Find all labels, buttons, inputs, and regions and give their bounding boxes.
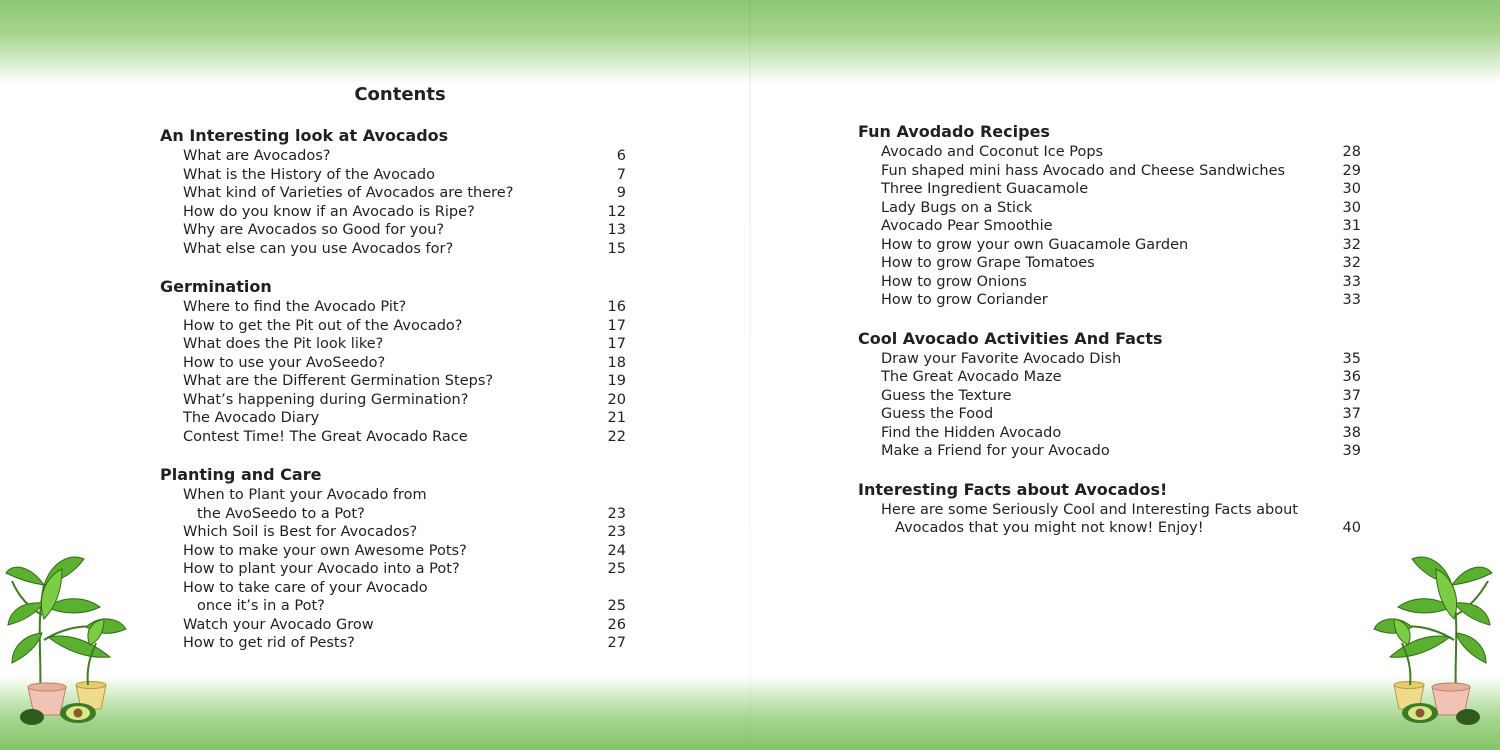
- toc-section-an-interesting-look-at-avocados: [160, 125, 626, 258]
- toc-page-number: 19: [607, 373, 626, 389]
- toc-entry[interactable]: [160, 486, 626, 523]
- toc-page-number: 6: [616, 148, 626, 164]
- toc-entry-title: Find the Hidden Avocado: [881, 424, 1062, 441]
- section-heading: Planting and Care: [160, 465, 322, 484]
- toc-entry[interactable]: [858, 199, 1361, 218]
- toc-section-cool-avocado-activities-and-facts: [858, 328, 1361, 461]
- toc-page-number: 24: [607, 542, 626, 559]
- toc-entry[interactable]: [160, 579, 626, 616]
- toc-entry[interactable]: [858, 162, 1361, 181]
- toc-entry-title: How to grow Coriander: [881, 292, 1048, 308]
- toc-page-number: 23: [607, 524, 626, 540]
- toc-entry-title-continued: once it’s in a Pot?: [197, 598, 325, 614]
- toc-entry[interactable]: [160, 391, 626, 410]
- toc-page-number: 37: [1342, 387, 1361, 404]
- page-spine: [749, 0, 751, 750]
- toc-entry[interactable]: [160, 372, 626, 391]
- toc-entry-title: Draw your Favorite Avocado Dish: [881, 350, 1122, 367]
- toc-entry-title: Watch your Avocado Grow: [183, 616, 374, 633]
- toc-entry-title: What does the Pit look like?: [183, 336, 384, 352]
- toc-entry-title: Avocado and Coconut Ice Pops: [881, 144, 1104, 160]
- toc-page-number: 37: [1342, 406, 1361, 422]
- toc-entry-title: When to Plant your Avocado from: [183, 487, 427, 503]
- toc-page-number: 32: [1342, 236, 1361, 253]
- toc-entry-title: Guess the Food: [881, 406, 994, 422]
- toc-entry-title: How to get rid of Pests?: [183, 635, 355, 651]
- toc-page-number: 18: [607, 354, 626, 371]
- toc-page-number: 35: [1342, 350, 1361, 367]
- section-heading: Cool Avocado Activities And Facts: [858, 328, 1163, 348]
- toc-entry-title: Where to find the Avocado Pit?: [183, 299, 407, 315]
- toc-section-interesting-facts-about-avocados: [858, 479, 1361, 538]
- toc-page-number: 25: [607, 598, 626, 614]
- toc-entry-title: Make a Friend for your Avocado: [881, 443, 1110, 459]
- toc-entry-title: How do you know if an Avocado is Ripe?: [183, 203, 475, 220]
- avocado-plant-icon: [1368, 545, 1500, 725]
- toc-section-planting-and-care: [160, 464, 626, 653]
- section-heading: Interesting Facts about Avocados!: [858, 479, 1168, 499]
- toc-page-number: 25: [607, 561, 626, 577]
- toc-entry[interactable]: [160, 354, 626, 373]
- toc-page-number: 26: [607, 616, 626, 633]
- right-page-toc: [858, 121, 1361, 556]
- toc-entry[interactable]: [160, 616, 626, 635]
- toc-entry-title: Guess the Texture: [881, 387, 1012, 404]
- toc-page-number: 12: [607, 203, 626, 220]
- toc-page-number: 22: [607, 428, 626, 445]
- toc-entry-title: Fun shaped mini hass Avocado and Cheese Sandwiches: [881, 162, 1286, 179]
- toc-page-number: 30: [1342, 199, 1361, 216]
- toc-entry-title: Why are Avocados so Good for you?: [183, 222, 445, 238]
- toc-entry-title: Three Ingredient Guacamole: [881, 181, 1089, 197]
- toc-entry-title-continued: Avocados that you might not know! Enjoy!: [895, 520, 1204, 536]
- toc-entry-title: The Avocado Diary: [183, 410, 320, 426]
- toc-page-number: 16: [607, 299, 626, 315]
- toc-entry-title: Here are some Seriously Cool and Interesting Facts about: [881, 501, 1298, 518]
- toc-entry-title: Contest Time! The Great Avocado Race: [183, 428, 468, 445]
- toc-entry-title: How to make your own Awesome Pots?: [183, 542, 467, 559]
- toc-entry-title: How to use your AvoSeedo?: [183, 354, 386, 371]
- toc-entry[interactable]: [858, 405, 1361, 424]
- toc-entry-title: How to grow Onions: [881, 273, 1027, 290]
- toc-entry[interactable]: [858, 424, 1361, 443]
- toc-entry-title: How to plant your Avocado into a Pot?: [183, 561, 460, 577]
- toc-page-number: 27: [607, 635, 626, 651]
- toc-entry[interactable]: [160, 298, 626, 317]
- toc-entry-title-continued: the AvoSeedo to a Pot?: [197, 505, 365, 522]
- toc-entry[interactable]: [160, 560, 626, 579]
- toc-page-number: 15: [607, 240, 626, 257]
- toc-page-number: 40: [1342, 520, 1361, 536]
- toc-page-number: 31: [1342, 218, 1361, 234]
- toc-entry-title: Which Soil is Best for Avocados?: [183, 524, 418, 540]
- toc-entry-title: The Great Avocado Maze: [881, 369, 1062, 385]
- toc-entry[interactable]: [858, 273, 1361, 292]
- toc-section-fun-avodado-recipes: [858, 121, 1361, 310]
- toc-entry-title: How to grow your own Guacamole Garden: [881, 236, 1189, 253]
- toc-page-number: 21: [607, 410, 626, 426]
- toc-entry[interactable]: [160, 409, 626, 428]
- toc-entry-title: What is the History of the Avocado: [183, 166, 435, 183]
- toc-page-number: 23: [607, 505, 626, 522]
- toc-page-number: 36: [1342, 369, 1361, 385]
- left-page-toc: [160, 125, 626, 671]
- toc-page-number: 33: [1342, 273, 1361, 290]
- contents-title: Contents: [354, 84, 446, 105]
- toc-page-number: 7: [616, 166, 626, 183]
- toc-entry-title: What kind of Varieties of Avocados are there?: [183, 185, 514, 201]
- toc-entry-title: How to get the Pit out of the Avocado?: [183, 317, 463, 334]
- toc-entry[interactable]: [160, 184, 626, 203]
- toc-page-number: 39: [1342, 443, 1361, 459]
- toc-entry[interactable]: [858, 442, 1361, 461]
- toc-page-number: 30: [1342, 181, 1361, 197]
- toc-entry-title: Lady Bugs on a Stick: [881, 199, 1033, 216]
- toc-page-number: 33: [1342, 292, 1361, 308]
- toc-entry[interactable]: [858, 501, 1361, 538]
- section-heading: Germination: [160, 277, 272, 296]
- toc-entry-title: What’s happening during Germination?: [183, 391, 469, 408]
- toc-entry[interactable]: [160, 147, 626, 166]
- toc-entry-title: How to take care of your Avocado: [183, 579, 428, 596]
- toc-entry[interactable]: [160, 317, 626, 336]
- avocado-plant-icon: [0, 545, 135, 725]
- toc-entry[interactable]: [160, 542, 626, 561]
- toc-entry[interactable]: [858, 387, 1361, 406]
- toc-entry[interactable]: [160, 240, 626, 259]
- toc-entry[interactable]: [858, 143, 1361, 162]
- toc-entry[interactable]: [858, 291, 1361, 310]
- toc-page-number: 28: [1342, 144, 1361, 160]
- toc-entry[interactable]: [160, 428, 626, 447]
- toc-entry-title: What are the Different Germination Steps?: [183, 373, 494, 389]
- toc-entry-title: What are Avocados?: [183, 148, 331, 164]
- toc-entry[interactable]: [858, 254, 1361, 273]
- toc-entry-title: What else can you use Avocados for?: [183, 240, 454, 257]
- toc-page-number: 38: [1342, 424, 1361, 441]
- toc-entry[interactable]: [858, 368, 1361, 387]
- toc-entry[interactable]: [160, 523, 626, 542]
- toc-entry[interactable]: [160, 166, 626, 185]
- toc-entry[interactable]: [160, 203, 626, 222]
- toc-section-germination: [160, 276, 626, 446]
- toc-page-number: 9: [616, 185, 626, 201]
- toc-entry[interactable]: [160, 221, 626, 240]
- section-heading: Fun Avodado Recipes: [858, 122, 1050, 141]
- section-heading: An Interesting look at Avocados: [160, 126, 449, 145]
- toc-page-number: 20: [607, 391, 626, 408]
- toc-entry[interactable]: [858, 180, 1361, 199]
- toc-page-number: 32: [1342, 255, 1361, 271]
- toc-page-number: 17: [607, 336, 626, 352]
- toc-page-number: 13: [607, 222, 626, 238]
- toc-entry-title: Avocado Pear Smoothie: [881, 218, 1053, 234]
- toc-page-number: 29: [1342, 162, 1361, 179]
- toc-entry[interactable]: [858, 350, 1361, 369]
- toc-entry[interactable]: [858, 217, 1361, 236]
- toc-page-number: 17: [607, 317, 626, 334]
- toc-entry[interactable]: [160, 634, 626, 653]
- toc-entry[interactable]: [160, 335, 626, 354]
- toc-entry-title: How to grow Grape Tomatoes: [881, 255, 1095, 271]
- toc-entry[interactable]: [858, 236, 1361, 255]
